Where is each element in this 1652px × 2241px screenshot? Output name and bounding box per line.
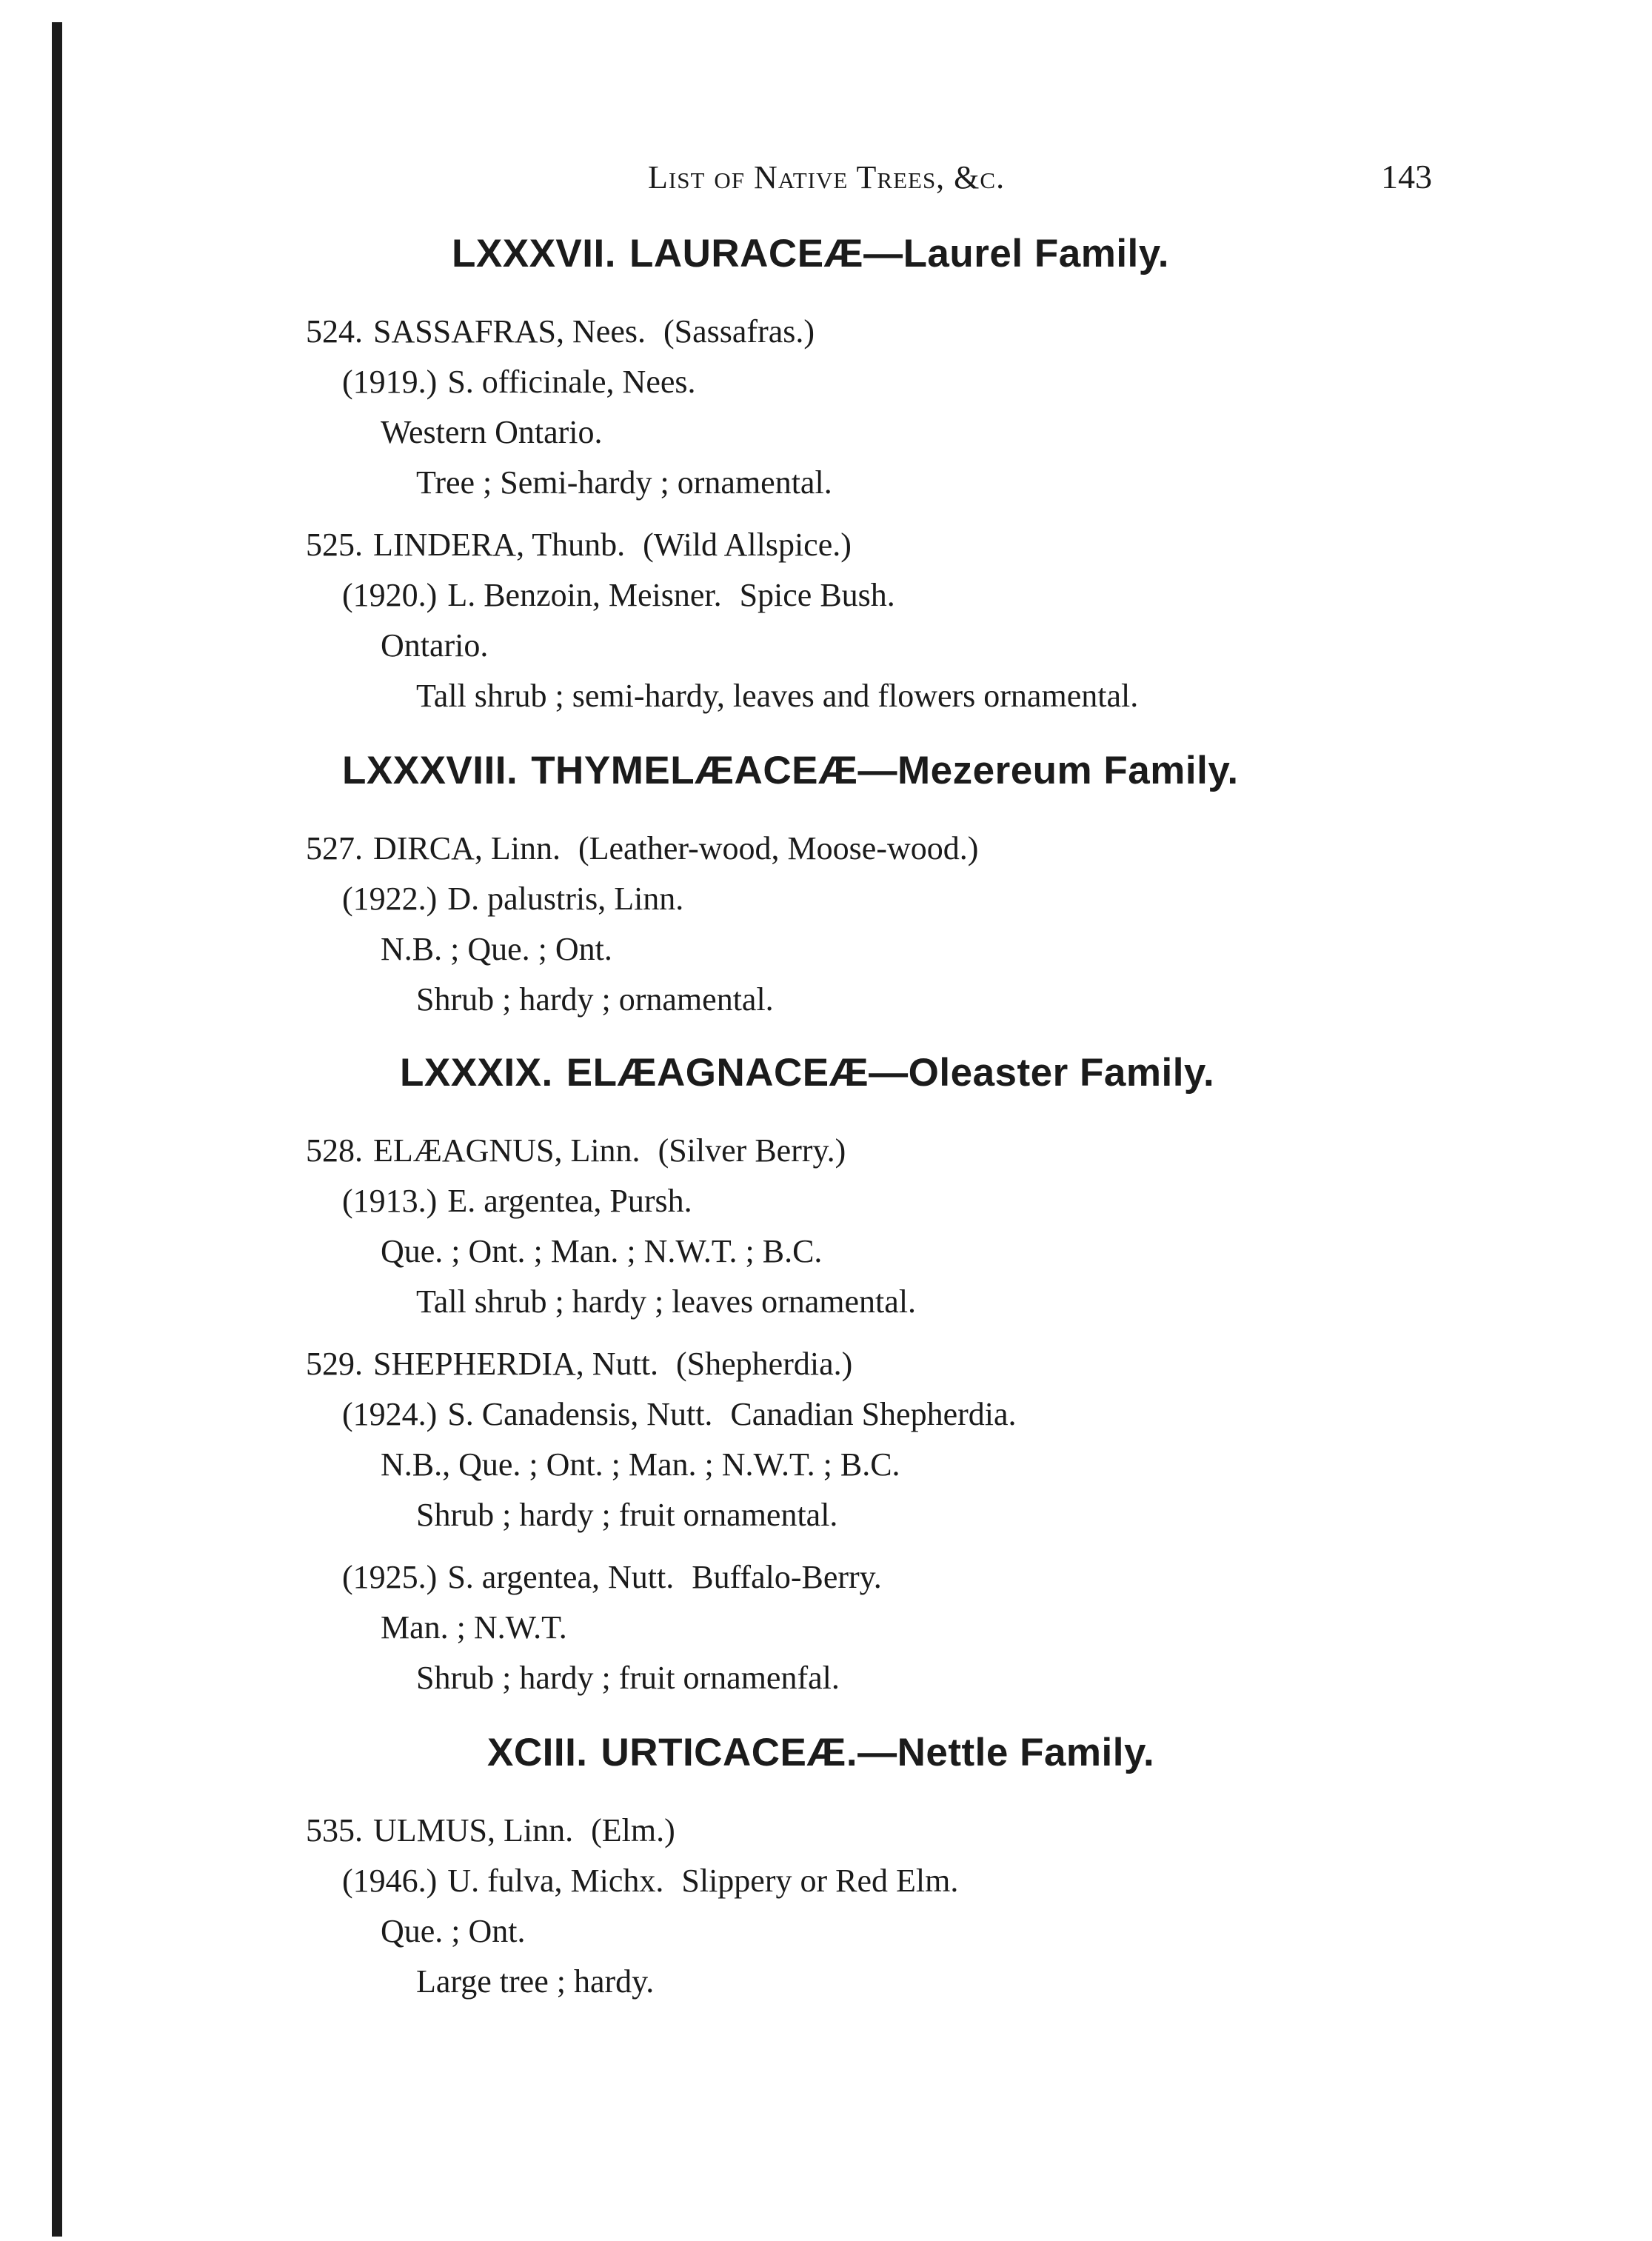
species-number: (1919.) [342,364,438,400]
species-name: L. Benzoin, Meisner. [447,577,722,613]
family-name: LAURACEÆ [629,232,864,275]
family-name: THYMELÆACEÆ [531,749,858,792]
family-common-name: —Laurel Family. [863,232,1170,275]
family-numeral: XCIII. [487,1731,588,1774]
species-name: E. argentea, Pursh. [447,1183,692,1219]
genus-line-lindera [306,526,852,564]
species-number: (1924.) [342,1396,438,1432]
family-name: ELÆAGNACEÆ [566,1051,869,1095]
genus-common-name: (Leather-wood, Moose-wood.) [578,830,979,866]
genus-common-name: (Sassafras.) [663,313,815,350]
species-line [342,1862,958,1900]
species-number: (1913.) [342,1183,438,1219]
species-line [342,363,696,401]
species-common-name: Slippery or Red Elm. [681,1863,959,1899]
genus-line-shepherdia [306,1345,852,1383]
genus-number: 527. [306,830,363,866]
genus-name: ULMUS, Linn. [373,1812,574,1848]
genus-name: ELÆAGNUS, Linn. [373,1132,641,1169]
species-line [342,1558,882,1596]
species-line [342,1182,692,1220]
family-numeral: LXXXVII. [452,232,616,275]
genus-line-ulmus [306,1811,675,1849]
species-name: S. officinale, Nees. [447,364,696,400]
species-range: N.B., Que. ; Ont. ; Man. ; N.W.T. ; B.C. [381,1446,900,1483]
genus-name: LINDERA, Thunb. [373,527,626,563]
species-line [342,576,895,614]
genus-line-elaeagnus [306,1132,846,1169]
family-heading-elaeagnaceae [400,1050,1214,1095]
genus-name: SHEPHERDIA, Nutt. [373,1346,659,1382]
family-common-name: —Oleaster Family. [869,1051,1215,1095]
genus-common-name: (Wild Allspice.) [643,527,852,563]
species-name: S. argentea, Nutt. [447,1559,675,1595]
genus-number: 529. [306,1346,363,1382]
family-name: URTICACEÆ. [601,1731,858,1774]
page-number: 143 [1381,158,1432,196]
genus-number: 524. [306,313,363,350]
genus-number: 528. [306,1132,363,1169]
genus-line-sassafras [306,313,815,350]
species-notes: Tree ; Semi-hardy ; ornamental. [416,464,832,501]
family-common-name: —Mezereum Family. [857,749,1239,792]
family-heading-urticaceae [487,1730,1154,1775]
species-notes: Shrub ; hardy ; fruit ornamenfal. [416,1660,840,1696]
family-heading-thymelaeaceae [342,748,1239,793]
species-name: D. palustris, Linn. [447,881,684,917]
family-common-name: —Nettle Family. [857,1731,1155,1774]
species-range: Que. ; Ont. [381,1913,526,1949]
species-number: (1920.) [342,577,438,613]
species-notes: Tall shrub ; semi-hardy, leaves and flowers ornamental. [416,678,1139,714]
genus-number: 525. [306,527,363,563]
species-number: (1946.) [342,1863,438,1899]
species-notes: Shrub ; hardy ; ornamental. [416,981,774,1018]
species-name: U. fulva, Michx. [447,1863,664,1899]
genus-number: 535. [306,1812,363,1848]
genus-common-name: (Shepherdia.) [676,1346,853,1382]
genus-common-name: (Silver Berry.) [658,1132,846,1169]
species-line [342,880,683,918]
genus-common-name: (Elm.) [591,1812,675,1848]
genus-name: DIRCA, Linn. [373,830,561,866]
family-numeral: LXXXVIII. [342,749,518,792]
species-notes: Large tree ; hardy. [416,1963,655,2000]
species-line [342,1395,1017,1433]
running-title: List of Native Trees, &c. [648,159,1006,196]
species-number: (1925.) [342,1559,438,1595]
genus-name: SASSAFRAS, Nees. [373,313,646,350]
species-number: (1922.) [342,881,438,917]
species-range: Man. ; N.W.T. [381,1609,567,1646]
species-common-name: Spice Bush. [739,577,895,613]
family-numeral: LXXXIX. [400,1051,553,1095]
species-notes: Tall shrub ; hardy ; leaves ornamental. [416,1283,917,1320]
species-notes: Shrub ; hardy ; fruit ornamental. [416,1497,838,1533]
species-range: Ontario. [381,627,489,664]
species-range: N.B. ; Que. ; Ont. [381,931,612,967]
genus-line-dirca [306,829,978,867]
species-common-name: Buffalo-Berry. [692,1559,882,1595]
species-range: Western Ontario. [381,414,603,450]
species-name: S. Canadensis, Nutt. [447,1396,713,1432]
family-heading-lauraceae [452,231,1169,276]
species-range: Que. ; Ont. ; Man. ; N.W.T. ; B.C. [381,1233,823,1269]
species-common-name: Canadian Shepherdia. [730,1396,1017,1432]
